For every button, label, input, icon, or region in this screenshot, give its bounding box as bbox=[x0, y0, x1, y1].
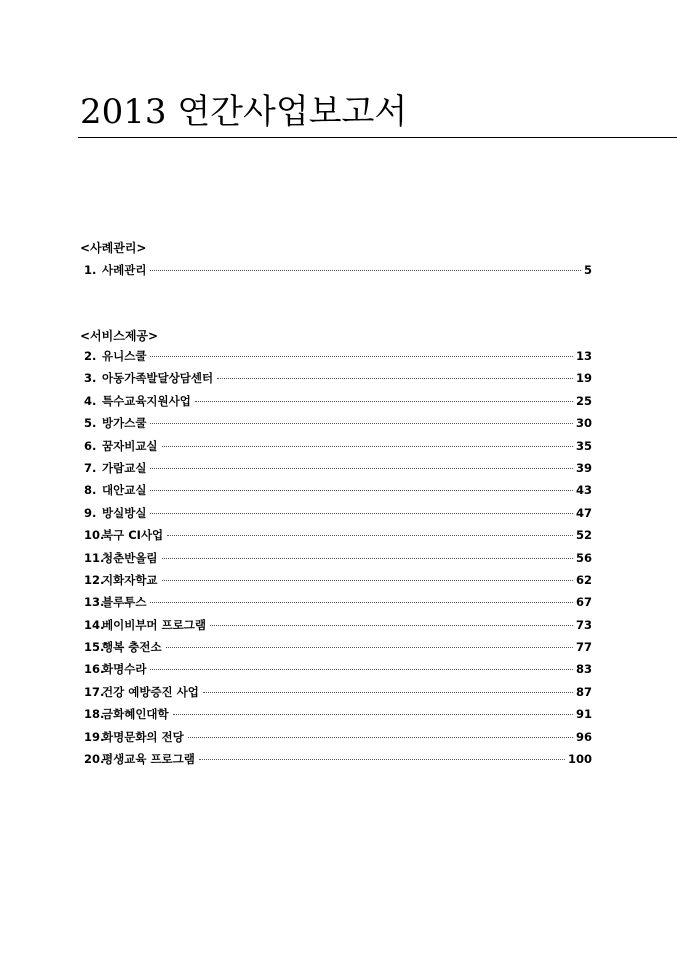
toc-entry-number: 13. bbox=[84, 595, 105, 610]
toc-entry-number: 5. bbox=[84, 416, 97, 431]
toc-entry-title: 평생교육 프로그램 bbox=[102, 752, 195, 767]
toc-entry-number: 3. bbox=[84, 371, 97, 386]
toc-entry-page: 13 bbox=[575, 349, 592, 363]
toc-entry-number: 10. bbox=[84, 528, 105, 543]
toc-dot-leader bbox=[150, 423, 573, 424]
toc-entry[interactable] bbox=[84, 684, 592, 706]
toc-entry-page: 62 bbox=[575, 572, 592, 587]
toc-entry[interactable] bbox=[84, 729, 592, 751]
toc-dot-leader bbox=[162, 446, 573, 447]
toc-entry-title: 특수교육지원사업 bbox=[102, 393, 191, 408]
toc-entry-page: 73 bbox=[575, 617, 592, 632]
toc-entry[interactable] bbox=[84, 415, 592, 437]
toc-entry-number: 19. bbox=[84, 729, 105, 744]
toc-entry[interactable] bbox=[84, 393, 592, 415]
toc-dot-leader bbox=[150, 669, 573, 670]
toc-entry-number: 15. bbox=[84, 640, 105, 655]
toc-entry[interactable] bbox=[84, 550, 592, 572]
toc-dot-leader bbox=[167, 535, 573, 536]
toc-entry-number: 8. bbox=[84, 483, 97, 498]
toc-entry-number: 1. bbox=[84, 263, 97, 277]
section-heading-case-management: <사례관리> bbox=[80, 241, 147, 255]
toc-entry-number: 2. bbox=[84, 349, 97, 363]
toc-dot-leader bbox=[173, 714, 573, 715]
toc-entry-title: 가람교실 bbox=[102, 460, 147, 475]
toc-dot-leader bbox=[162, 558, 573, 559]
document-title: 2013 연간사업보고서 bbox=[80, 92, 408, 132]
toc-entry-page: 96 bbox=[575, 729, 592, 744]
toc-dot-leader bbox=[217, 378, 573, 379]
toc-dot-leader bbox=[150, 490, 573, 491]
toc-entry-number: 16. bbox=[84, 662, 105, 677]
toc-entry-page: 43 bbox=[575, 483, 592, 498]
toc-dot-leader bbox=[188, 737, 573, 738]
toc-entry-number: 14. bbox=[84, 617, 105, 632]
toc-entry-title: 방실방실 bbox=[102, 505, 147, 520]
toc-entry-title: 방가스쿨 bbox=[102, 416, 147, 431]
toc-entry-number: 7. bbox=[84, 460, 97, 475]
toc-entry-title: 블루투스 bbox=[102, 595, 147, 610]
toc-entry-title: 지화자학교 bbox=[102, 572, 158, 587]
toc-entry-title: 베이비부머 프로그램 bbox=[102, 617, 206, 632]
toc-entry-number: 4. bbox=[84, 393, 97, 408]
toc-entry-title: 대안교실 bbox=[102, 483, 147, 498]
toc-entry-title: 건강 예방증진 사업 bbox=[102, 684, 199, 699]
toc-entry-title: 금화혜인대학 bbox=[102, 707, 169, 722]
toc-entry[interactable] bbox=[84, 751, 592, 773]
toc-dot-leader bbox=[150, 468, 573, 469]
toc-entry[interactable] bbox=[84, 594, 592, 616]
toc-entry-title: 사례관리 bbox=[102, 263, 147, 277]
toc-entry-page: 30 bbox=[575, 416, 592, 431]
toc-dot-leader bbox=[195, 401, 573, 402]
toc-entry-page: 83 bbox=[575, 662, 592, 677]
toc-list-service-provision bbox=[84, 348, 592, 773]
toc-entry-title: 아동가족발달상담센터 bbox=[102, 371, 214, 386]
toc-entry[interactable] bbox=[84, 348, 592, 370]
toc-dot-leader bbox=[150, 513, 573, 514]
toc-entry-title: 북구 CI사업 bbox=[102, 528, 164, 543]
section-heading-service-provision: <서비스제공> bbox=[80, 329, 159, 343]
toc-entry-page: 39 bbox=[575, 460, 592, 475]
toc-entry[interactable] bbox=[84, 438, 592, 460]
toc-entry-title: 청춘반올림 bbox=[102, 550, 158, 565]
toc-entry[interactable] bbox=[84, 639, 592, 661]
toc-entry-page: 19 bbox=[575, 371, 592, 386]
toc-entry-page: 91 bbox=[575, 707, 592, 722]
toc-entry[interactable] bbox=[84, 505, 592, 527]
toc-entry-title: 행복 충전소 bbox=[102, 640, 162, 655]
toc-entry[interactable] bbox=[84, 482, 592, 504]
toc-entry-title: 꿈자비교실 bbox=[102, 438, 158, 453]
toc-entry[interactable] bbox=[84, 661, 592, 683]
toc-entry-title: 유니스쿨 bbox=[102, 349, 147, 363]
toc-entry-page: 56 bbox=[575, 550, 592, 565]
toc-entry-title: 화명문화의 전당 bbox=[102, 729, 184, 744]
toc-entry-page: 35 bbox=[575, 438, 592, 453]
toc-entry-page: 67 bbox=[575, 595, 592, 610]
toc-entry-number: 9. bbox=[84, 505, 97, 520]
toc-dot-leader bbox=[210, 625, 573, 626]
toc-entry-page: 25 bbox=[575, 393, 592, 408]
toc-entry-number: 18. bbox=[84, 707, 105, 722]
toc-entry-number: 12. bbox=[84, 572, 105, 587]
toc-entry-page: 47 bbox=[575, 505, 592, 520]
toc-entry-page: 5 bbox=[583, 263, 592, 277]
toc-entry-page: 77 bbox=[575, 640, 592, 655]
toc-entry[interactable] bbox=[84, 527, 592, 549]
toc-entry-number: 6. bbox=[84, 438, 97, 453]
toc-entry[interactable] bbox=[84, 370, 592, 392]
toc-entry-page: 52 bbox=[575, 528, 592, 543]
toc-list-case-management bbox=[84, 262, 592, 284]
toc-entry[interactable] bbox=[84, 617, 592, 639]
toc-dot-leader bbox=[162, 580, 573, 581]
toc-dot-leader bbox=[150, 602, 573, 603]
toc-entry[interactable] bbox=[84, 460, 592, 482]
toc-dot-leader bbox=[203, 692, 573, 693]
toc-entry[interactable] bbox=[84, 706, 592, 728]
toc-dot-leader bbox=[199, 759, 565, 760]
toc-dot-leader bbox=[150, 270, 581, 271]
toc-entry[interactable] bbox=[84, 262, 592, 284]
toc-entry-title: 화명수라 bbox=[102, 662, 147, 677]
toc-dot-leader bbox=[166, 647, 573, 648]
toc-entry-number: 11. bbox=[84, 550, 105, 565]
toc-entry-page: 87 bbox=[575, 684, 592, 699]
toc-dot-leader bbox=[150, 356, 573, 357]
toc-entry-number: 17. bbox=[84, 684, 105, 699]
toc-entry-number: 20. bbox=[84, 752, 105, 767]
title-underline bbox=[78, 137, 677, 138]
toc-entry[interactable] bbox=[84, 572, 592, 594]
toc-entry-page: 100 bbox=[567, 752, 592, 767]
